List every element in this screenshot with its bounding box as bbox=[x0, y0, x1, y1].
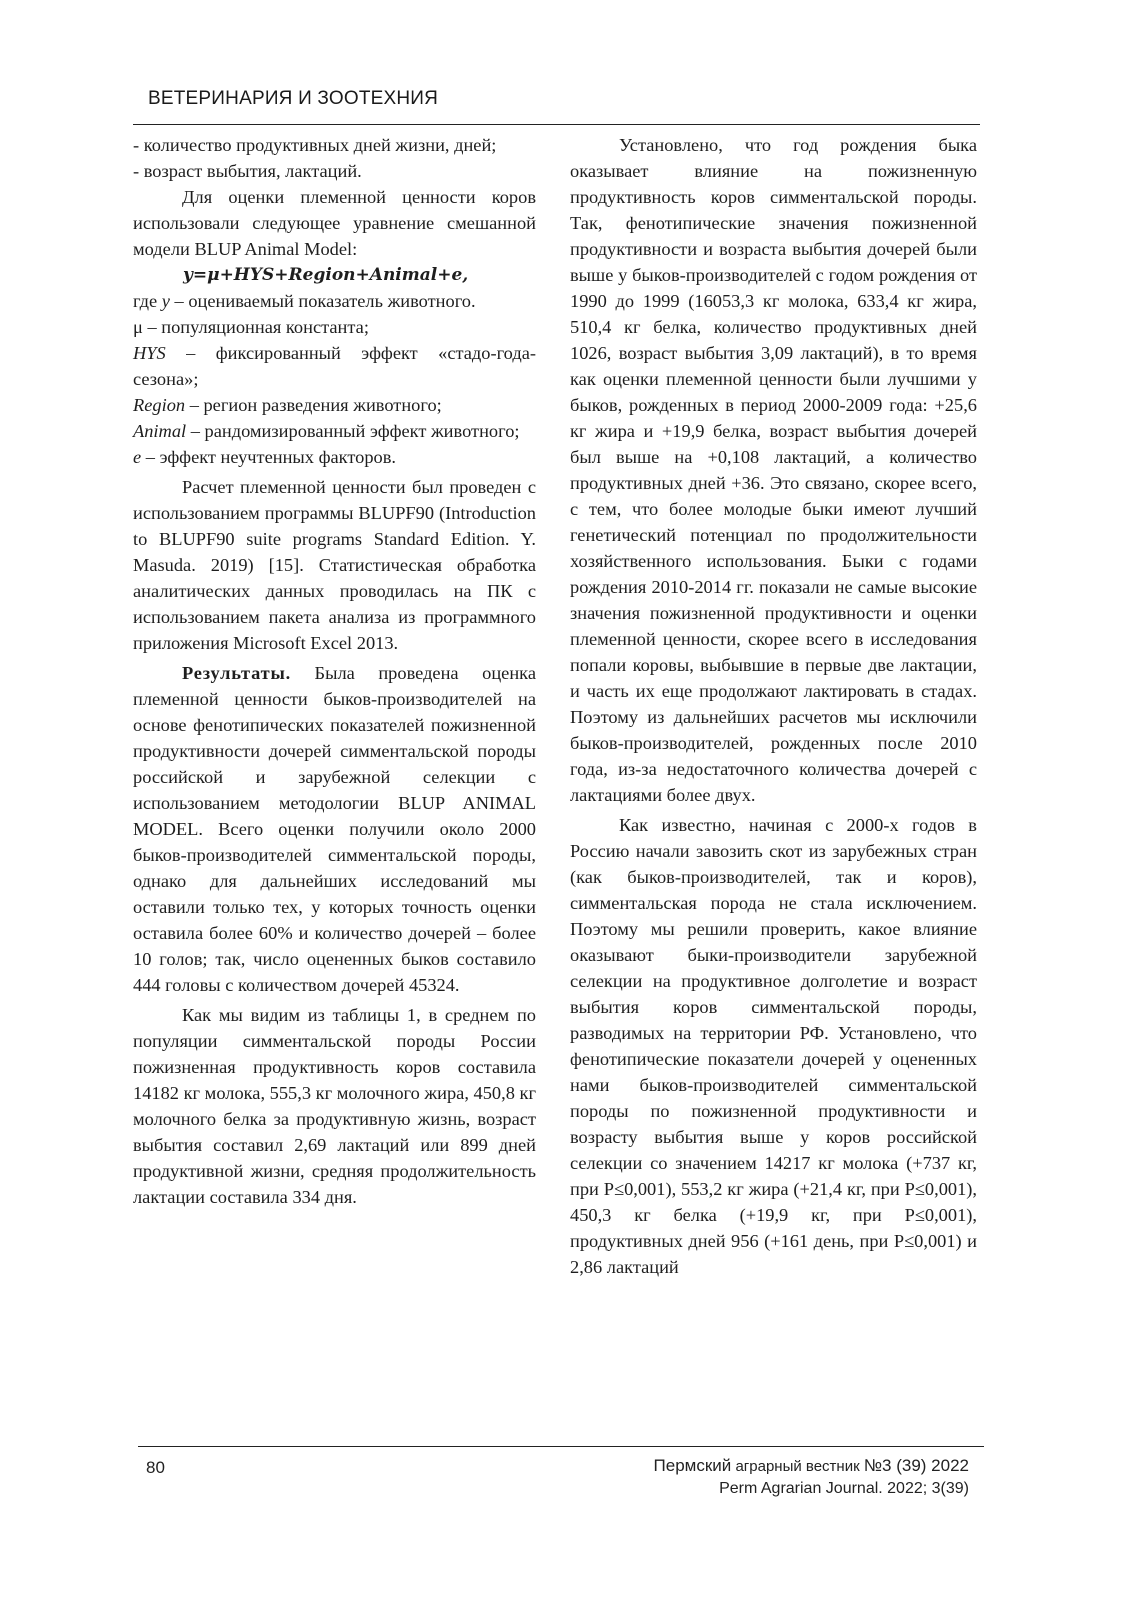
list-item-culling-age: - возраст выбытия, лактаций. bbox=[133, 161, 362, 181]
journal-info bbox=[654, 1455, 969, 1500]
journal-title-en: Perm Agrarian Journal. 2022; 3(39) bbox=[719, 1480, 969, 1497]
term-hys: HYS bbox=[133, 343, 166, 363]
definition-y bbox=[133, 288, 536, 314]
section-header: ВЕТЕРИНАРИЯ И ЗООТЕХНИЯ bbox=[148, 88, 439, 109]
definition-animal bbox=[133, 418, 536, 444]
list-item-productive-days: - количество продуктивных дней жизни, дней; bbox=[133, 135, 497, 155]
variable-y: y bbox=[161, 291, 170, 311]
term-animal: Animal bbox=[133, 421, 187, 441]
paragraph-birth-year: Установлено, что год рождения быка оказывает влияние на пожизненную продуктивность коров симментальской породы. Так, фенотипические значения пожизненной продуктивности и возраста выбытия дочерей были выше у быков-производителей с годом рождения от 1990 до 1999 (16053,3 кг молока, 633,4 кг жира, 510,4 кг белка, количество продуктивных дней 1026, возраст выбытия 3,09 лактаций), в то время как оценки племенной ценности были лучшими у быков, рожденных в период 2000-2009 года: +25,6 кг жира и +19,9 белка, возраст выбытия дочерей был выше на +0,108 лактаций, а количество продуктивных дней +36. Это связано, скорее всего, с тем, что более молодые быки имеют лучший генетический потенциал по продолжительности хозяйственного использования. Быки с годами рождения 2010-2014 гг. показали не самые высокие значения пожизненной продуктивности и оценки племенной ценности, скорее всего в исследования попали коровы, выбывшие в первые две лактации, и часть их еще продолжают лактировать в стадах. Поэтому из дальнейших расчетов мы исключили быков-производителей, рожденных после 2010 года, из-за недостаточного количества дочерей с лактациями более двух. bbox=[570, 135, 977, 805]
term-e: e bbox=[133, 447, 142, 467]
page-number: 80 bbox=[146, 1458, 165, 1477]
where-prefix: где bbox=[133, 291, 162, 311]
definition-region bbox=[133, 392, 536, 418]
definition-y-text: – оцениваемый показатель животного. bbox=[169, 291, 476, 311]
results-heading: Результаты. bbox=[182, 663, 292, 683]
definition-hys bbox=[133, 340, 536, 392]
footer-divider bbox=[138, 1446, 984, 1447]
header-divider bbox=[133, 124, 980, 125]
paragraph-table-summary: Как мы видим из таблицы 1, в среднем по популяции симментальской породы России пожизненная продуктивность коров составила 14182 кг молока, 555,3 кг молочного жира, 450,8 кг молочного белка за продуктивную жизнь, возраст выбытия составил 2,69 лактаций или 899 дней продуктивной жизни, средняя продолжительность лактации составила 334 дня. bbox=[133, 1005, 536, 1207]
left-column bbox=[133, 132, 536, 1210]
results-text: Была проведена оценка племенной ценности быков-производителей на основе фенотипических показателей пожизненной продуктивности дочерей симментальской породы российской и зарубежной селекции с использованием методологии BLUP ANIMAL MODEL. Всего оценки получили около 2000 быков-производителей симментальской породы, однако для дальнейших исследований мы оставили только тех, у которых точность оценки оставила более 60% и количество дочерей – более 10 голов; так, число оцененных быков составило 444 головы с количеством дочерей 45324. bbox=[133, 663, 536, 995]
model-equation: y=μ+HYS+Region+Animal+e, bbox=[183, 265, 469, 285]
paragraph-import: Как известно, начиная с 2000-х годов в Россию начали завозить скот из зарубежных стран (как быков-производителей, так и коров), симментальская порода не стала исключением. Поэтому мы решили проверить, какое влияние оказывают быки-производители зарубежной селекции на продуктивное долголетие и возраст выбытия коров симментальской породы, разводимых на территории РФ. Установлено, что фенотипические показатели дочерей у оцененных нами быков-производителей симментальской породы по пожизненной продуктивности и возрасту выбытия выше у коров российской селекции со значением 14217 кг молока (+737 кг, при P≤0,001), 553,2 кг жира (+21,4 кг, при P≤0,001), 450,3 кг белка (+19,9 кг, при P≤0,001), продуктивных дней 956 (+161 день, при P≤0,001) и 2,86 лактаций bbox=[570, 815, 977, 1277]
term-region: Region bbox=[133, 395, 186, 415]
paragraph-results bbox=[133, 660, 536, 998]
definition-mu: μ – популяционная константа; bbox=[133, 317, 369, 337]
right-column bbox=[570, 132, 977, 1280]
definition-e bbox=[133, 444, 536, 470]
definition-animal-text: – рандомизированный эффект животного; bbox=[186, 421, 520, 441]
definition-e-text: – эффект неучтенных факторов. bbox=[141, 447, 397, 467]
paragraph-calculation: Расчет племенной ценности был проведен с использованием программы BLUPF90 (Introduction to BLUPF90 suite programs Standard Edition. Y. Masuda. 2019) [15]. Статистическая обработка аналитических данных проводилась на ПК с использованием пакета анализа из программного приложения Microsoft Excel 2013. bbox=[133, 477, 536, 653]
journal-title-ru: Пермский аграрный вестник №3 (39) 2022 bbox=[653, 1456, 969, 1475]
definition-hys-text: – фиксированный эффект «стадо-года-сезона»; bbox=[133, 343, 536, 389]
definition-region-text: – регион разведения животного; bbox=[185, 395, 442, 415]
paragraph-blup-model: Для оценки племенной ценности коров использовали следующее уравнение смешанной модели BLUP Animal Model: bbox=[133, 187, 536, 259]
